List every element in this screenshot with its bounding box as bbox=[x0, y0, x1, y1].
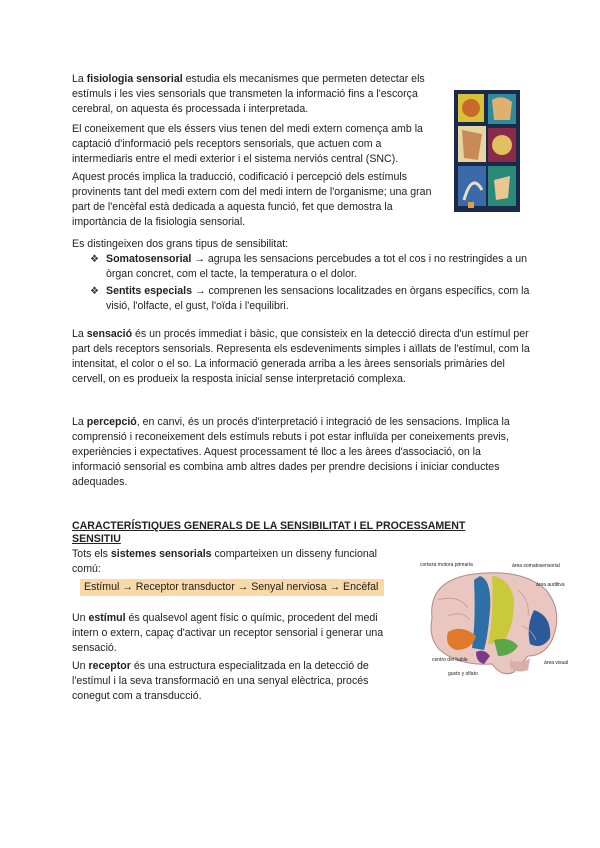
process-paragraph: Aquest procés implica la traducció, codificació i percepció dels estímuls provinents tant del medi extern com del medi intern de l'organisme; una gran part de l'encèfal està dedicada a aquesta funció, fet que demostra la importància de la fisiologia sensorial. bbox=[72, 171, 432, 228]
knowledge-paragraph: El coneixement que els éssers vius tenen del medi extern comença amb la captació d'informació pels receptors sensorials, que actuen com a intermediaris entre el medi exterior i el sistema nerviós central (SNC). bbox=[72, 123, 423, 165]
intro-paragraph: La fisiologia sensorial estudia els mecanismes que permeten detectar els estímuls i les vies sensorials que transmeten la informació fins a l'escorça cerebral, on aquesta és processada i interpretada. bbox=[72, 73, 425, 115]
receptor-paragraph: Un receptor és una estructura especialitzada en la detecció de l'estímul i la seva transformació en una senyal elèctrica, procés conegut com a transducció. bbox=[72, 660, 369, 702]
label-motor: corteza motora primaria bbox=[420, 562, 473, 568]
stimulus-paragraph: Un estímul és qualsevol agent físic o químic, procedent del medi intern o extern, capaç d'activar un receptor sensorial i generar una sensació. bbox=[72, 612, 384, 654]
systems-paragraph: Tots els sistemes sensorials comparteixen un disseny funcional comú: bbox=[72, 548, 378, 575]
label-auditiva: área auditiva bbox=[536, 582, 565, 588]
types-intro: Es distingeixen dos grans tipus de sensibilitat: bbox=[72, 238, 289, 250]
list-item: ❖ Sentits especials → comprenen les sensacions localitzades en òrgans específics, com la visió, l'olfacte, el gust, l'oïda i l'equilibri. bbox=[90, 285, 530, 312]
diamond-bullet-icon: ❖ bbox=[90, 254, 99, 265]
sensitivity-list bbox=[90, 252, 530, 316]
sensory-art-image bbox=[454, 90, 520, 212]
label-habla: centro del habla bbox=[432, 657, 468, 663]
section-heading: CARACTERÍSTIQUES GENERALS DE LA SENSIBILITAT I EL PROCESSAMENT SENSITIU bbox=[72, 520, 466, 545]
label-gusto: gusto y olfato bbox=[448, 671, 478, 677]
sensation-paragraph: La sensació és un procés immediat i bàsic, que consisteix en la detecció directa d'un estímul per part dels receptors sensorials. Representa els esdeveniments simples i aïllats de l'estímul, com la intensitat, el color o el so. La informació generada arriba a les àrees sensorials primàries del cervell, on es produeix la resposta inicial sense interpretació complexa. bbox=[72, 328, 530, 385]
label-somato: área somatosensorial bbox=[512, 563, 560, 569]
process-formula: Estímul → Receptor transductor → Senyal nerviosa → Encèfal bbox=[80, 579, 384, 596]
label-visual: área visual bbox=[544, 660, 569, 666]
brain-areas-image bbox=[418, 560, 569, 684]
perception-paragraph: La percepció, en canvi, és un procés d'interpretació i integració de les sensacions. Implica la comprensió i reconeixement dels estímuls rebuts i pot estar influïda per coneixements previs, experiències i expectatives. Aquest processament té lloc a les àrees d'associació, on la informació sensorial es combina amb altres dades per prendre decisions i iniciar conductes adequades. bbox=[72, 416, 510, 488]
diamond-bullet-icon: ❖ bbox=[90, 286, 99, 297]
list-item: ❖ Somatosensorial → agrupa les sensacions percebudes a tot el cos i no restringides a un òrgan concret, com el tacte, la temperatura o el dolor. bbox=[90, 253, 528, 280]
